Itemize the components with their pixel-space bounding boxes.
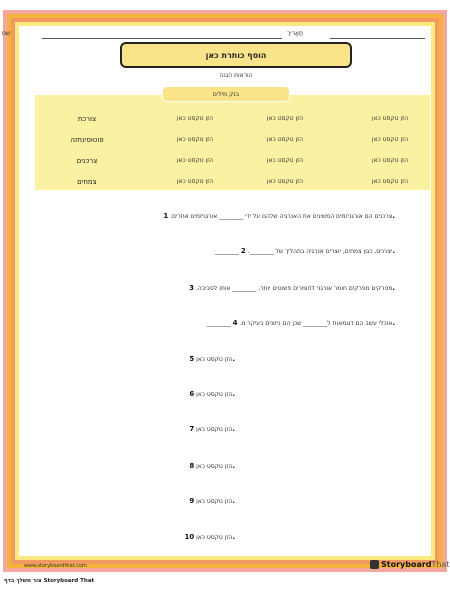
question-number: 8.	[189, 462, 235, 470]
name-label: שֵׁם	[2, 30, 11, 37]
question-number: 7.	[189, 425, 235, 433]
question-item[interactable]	[95, 247, 395, 255]
logo-text: StoryboardThat	[381, 559, 450, 569]
worksheet-subtitle[interactable]: הוראות הגנה	[219, 72, 253, 79]
question-text: ________ יצרנים, כגון צמחים, יוצרים אנרגיה בתהליך של ________.	[214, 248, 393, 255]
word-bank-placeholder[interactable]: הזן טקסט כאן	[176, 178, 214, 185]
word-bank-placeholder[interactable]: הזן טקסט כאן	[266, 178, 304, 185]
site-url[interactable]: www.storyboardthat.com	[24, 563, 87, 569]
question-item[interactable]	[150, 462, 235, 470]
question-item[interactable]	[95, 212, 395, 220]
question-number: 1.	[163, 212, 395, 220]
word-bank-placeholder[interactable]: הזן טקסט כאן	[371, 157, 409, 164]
logo-icon	[370, 560, 379, 569]
question-number: 5.	[189, 355, 235, 363]
word-bank-tab: בנק מילים	[162, 86, 290, 102]
question-text: מפרקים מפרקים חומר אורגני לחומרים פשוטים יותר, ________ אותו לסביבה.	[195, 285, 393, 292]
credit-line: צור משלך בדף Storyboard That	[4, 578, 95, 584]
word-bank-word[interactable]: צורכת	[77, 115, 97, 123]
question-number: 10.	[184, 533, 235, 541]
question-item[interactable]	[95, 284, 395, 292]
word-bank-placeholder[interactable]: הזן טקסט כאן	[371, 115, 409, 122]
question-number: 9.	[189, 497, 235, 505]
word-bank-word[interactable]: צמחים	[77, 178, 97, 186]
word-bank-placeholder[interactable]: הזן טקסט כאן	[371, 136, 409, 143]
question-item[interactable]	[150, 390, 235, 398]
question-item[interactable]	[95, 319, 395, 327]
question-number: 3.	[189, 284, 395, 292]
question-text: צרכנים הם אורגניזמים המשיגים את האנרגיה שלהם על ידי ________ אורגניזמים אחרים.	[170, 213, 393, 220]
word-bank-placeholder[interactable]: הזן טקסט כאן	[176, 115, 214, 122]
question-number: 4.	[232, 319, 395, 327]
date-label: תַאֲרִיך	[287, 30, 303, 37]
word-bank-placeholder[interactable]: הזן טקסט כאן	[176, 157, 214, 164]
word-bank-placeholder[interactable]: הזן טקסט כאן	[266, 115, 304, 122]
storyboardthat-logo	[370, 558, 450, 570]
question-item[interactable]	[150, 533, 235, 541]
question-text: הזן טקסט כאן	[196, 498, 233, 505]
question-item[interactable]	[150, 497, 235, 505]
date-line[interactable]	[330, 38, 425, 39]
worksheet-title[interactable]: הוסף כותרת כאן	[120, 42, 352, 68]
name-line[interactable]	[42, 38, 282, 39]
word-bank-placeholder[interactable]: הזן טקסט כאן	[266, 157, 304, 164]
question-text: הזן טקסט כאן	[196, 463, 233, 470]
word-bank-word[interactable]: צרכנים	[76, 157, 98, 165]
question-number: 2.	[240, 247, 395, 255]
question-text: הזן טקסט כאן	[196, 534, 233, 541]
question-text: הזן טקסט כאן	[196, 426, 233, 433]
question-number: 6.	[189, 390, 235, 398]
question-item[interactable]	[150, 355, 235, 363]
question-text: ________ אוכלי עשב הם דוגמאות ל________ שכן הם ניזונים בעיקר מ.	[206, 320, 393, 327]
word-bank-word[interactable]: פוטוסינתזה	[70, 136, 104, 144]
question-item[interactable]	[150, 425, 235, 433]
question-text: הזן טקסט כאן	[196, 391, 233, 398]
word-bank-placeholder[interactable]: הזן טקסט כאן	[266, 136, 304, 143]
question-text: הזן טקסט כאן	[196, 356, 233, 363]
word-bank-placeholder[interactable]: הזן טקסט כאן	[371, 178, 409, 185]
word-bank-placeholder[interactable]: הזן טקסט כאן	[176, 136, 214, 143]
